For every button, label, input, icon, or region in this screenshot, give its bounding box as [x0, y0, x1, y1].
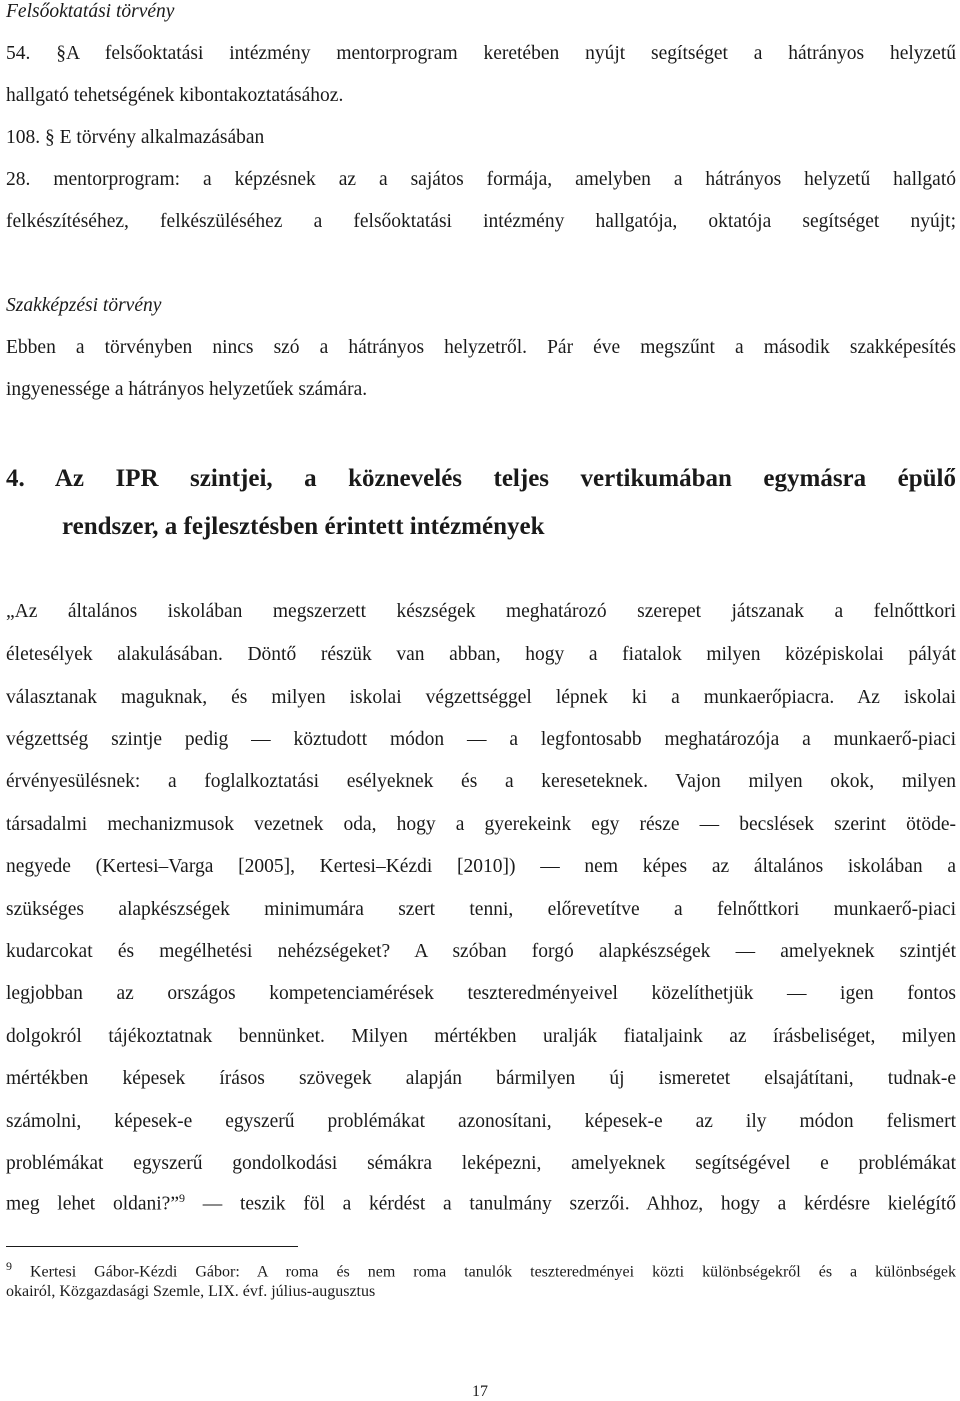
footnote-line-1	[6, 1260, 956, 1280]
footnote-reference[interactable]: 9	[179, 1191, 185, 1205]
body-line: „Az általános iskolában megszerzett készségek meghatározó szerepet játszanak a felnőttkori	[6, 601, 956, 622]
text-line: 28. mentorprogram: a képzésnek az a sajátos formája, amelyben a hátrányos helyzetű hallgató	[6, 169, 956, 190]
body-line: választanak maguknak, és milyen iskolai végzettséggel lépnek ki a munkaerőpiacra. Az iskolai	[6, 687, 956, 708]
body-text: meg lehet oldani?”	[6, 1193, 179, 1215]
footnote-number: 9	[6, 1259, 12, 1273]
footnote-separator	[6, 1246, 298, 1247]
text-line: 54. §A felsőoktatási intézmény mentorprogram keretében nyújt segítséget a hátrányos helyzetű	[6, 43, 956, 64]
text-line: hallgató tehetségének kibontakoztatásához.	[6, 85, 344, 106]
footnote-line-2: okairól, Közgazdasági Szemle, LIX. évf. július-augusztus	[6, 1283, 376, 1300]
body-line-last	[6, 1192, 956, 1214]
section-title-szakkepzesi: Szakképzési törvény	[6, 295, 162, 316]
body-line: társadalmi mechanizmusok vezetnek oda, hogy a gyerekeink egy része — becslések szerint ötöde-	[6, 814, 956, 835]
body-line: dolgokról tájékoztatnak bennünket. Milyen mértékben uralják fiataljaink az írásbeliséget, milyen	[6, 1026, 956, 1047]
chapter-heading-line-1: 4. Az IPR szintjei, a köznevelés teljes vertikumában egymásra épülő	[6, 465, 956, 492]
body-line: érvényesülésnek: a foglalkoztatási esélyeknek és a kereseteknek. Vajon milyen okok, milyen	[6, 771, 956, 792]
body-line: életesélyek alakulásában. Döntő részük van abban, hogy a fiatalok milyen középiskolai pályát	[6, 644, 956, 665]
body-line: legjobban az országos kompetenciamérések teszteredményeivel közelíthetjük — igen fontos	[6, 983, 956, 1004]
page-number: 17	[472, 1383, 488, 1400]
text-line: ingyenessége a hátrányos helyzetűek számára.	[6, 379, 368, 400]
body-line: problémákat egyszerű gondolkodási sémákra leképezni, amelyeknek segítségével e problémákat	[6, 1153, 956, 1174]
text-line: felkészítéséhez, felkészüléséhez a felsőoktatási intézmény hallgatója, oktatója segítséget nyújt;	[6, 211, 956, 232]
footnote-text: Kertesi Gábor-Kézdi Gábor: A roma és nem roma tanulók teszteredményei közti különbségekről és a különbségek	[12, 1263, 956, 1281]
section-title-felsooktatasi: Felsőoktatási törvény	[6, 1, 175, 22]
chapter-heading-line-2: rendszer, a fejlesztésben érintett intézmények	[62, 513, 545, 540]
body-line: szükséges alapkészségek minimumára szert tenni, előrevetítve a felnőttkori munkaerő-piaci	[6, 899, 956, 920]
body-line: számolni, képesek-e egyszerű problémákat azonosítani, képesek-e az ily módon felismert	[6, 1111, 956, 1132]
body-text: — teszik föl a kérdést a tanulmány szerzői. Ahhoz, hogy a kérdésre kielégítő	[185, 1193, 956, 1215]
body-line: mértékben képesek írásos szövegek alapján bármilyen új ismeretet elsajátítani, tudnak-e	[6, 1068, 956, 1089]
body-line: kudarcokat és megélhetési nehézségeket? A szóban forgó alapkészségek — amelyeknek szintjét	[6, 941, 956, 962]
body-line: negyede (Kertesi–Varga [2005], Kertesi–Kézdi [2010]) — nem képes az általános iskolában a	[6, 856, 956, 877]
text-line: 108. § E törvény alkalmazásában	[6, 127, 265, 148]
body-line: végzettség szintje pedig — köztudott módon — a legfontosabb meghatározója a munkaerő-piaci	[6, 729, 956, 750]
text-line: Ebben a törvényben nincs szó a hátrányos helyzetről. Pár éve megszűnt a második szakképesítés	[6, 337, 956, 358]
